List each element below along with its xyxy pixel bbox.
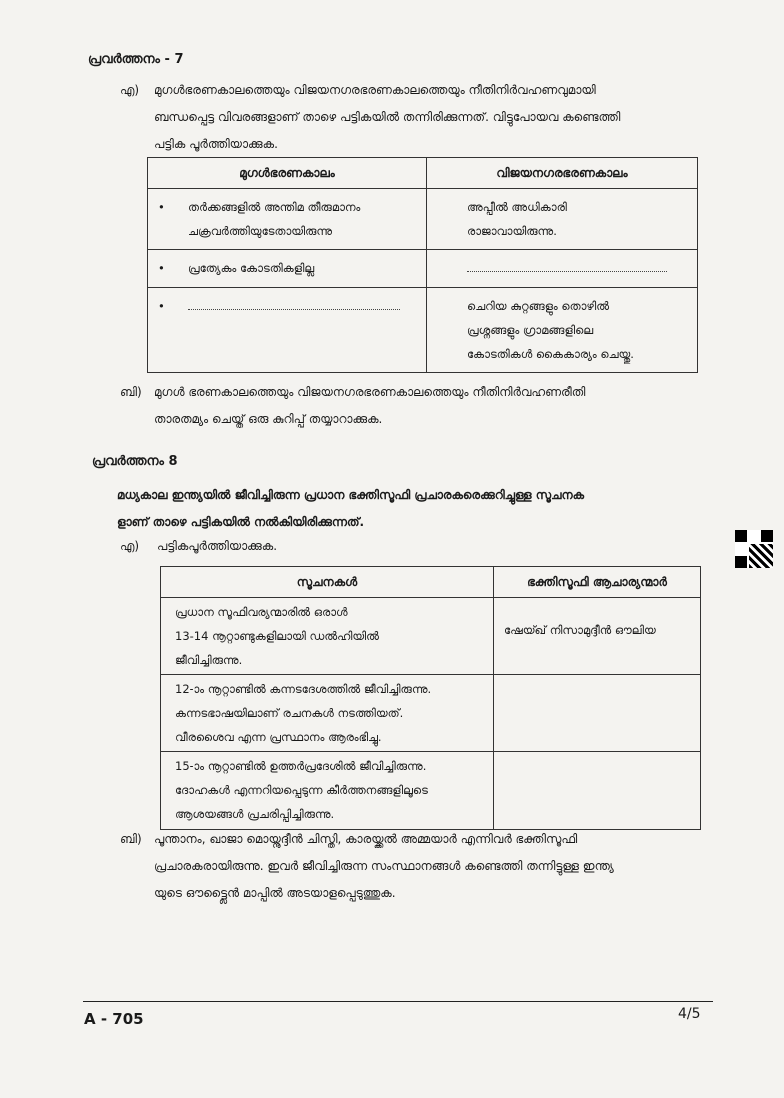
table-cell-text: പ്രശ്നങ്ങളും ഗ്രാമങ്ങളിലെ [467, 323, 594, 337]
activity8-intro [117, 482, 737, 536]
bullet: • [158, 200, 165, 214]
table-cell-text: വീരശൈവ എന്ന പ്രസ്ഥാനം ആരംഭിച്ചു. [175, 730, 382, 744]
activity8-a-text: പട്ടികപൂർത്തിയാക്കുക. [156, 539, 278, 553]
part-a-marker: എ) [120, 539, 140, 553]
table-row [161, 752, 701, 830]
activity8-part-a [120, 533, 277, 560]
activity7-table [147, 157, 698, 373]
table-row [148, 189, 698, 250]
activity7-a-line3: പട്ടിക പൂർത്തിയാക്കുക. [154, 137, 278, 151]
table-cell-text: പ്രധാന സൂഫിവര്യന്മാരിൽ ഒരാൾ [175, 605, 348, 619]
part-a-marker: എ) [120, 83, 140, 97]
activity8-part-b [120, 826, 740, 907]
table-header-saints: ഭക്തിസൂഫി ആചാര്യന്മാർ [494, 567, 701, 598]
activity8-title: പ്രവർത്തനം 8 [92, 454, 178, 469]
activity8-intro-line1: മധ്യകാല ഇന്ത്യയിൽ ജീവിച്ചിരുന്ന പ്രധാന ഭക്തിസൂഫി പ്രചാരകരെക്കുറിച്ചുള്ള സൂചനക [117, 488, 585, 502]
answer-blank [467, 271, 667, 272]
table-cell-text: കന്നടഭാഷയിലാണ് രചനകൾ നടത്തിയത്. [175, 706, 404, 720]
table-cell-text: അപ്പീൽ അധികാരി [467, 200, 567, 214]
table-cell-text: ചക്രവർത്തിയുടേതായിരുന്നു [188, 224, 333, 238]
activity7-b-line1: മുഗൾ ഭരണകാലത്തെയും വിജയനഗരഭരണകാലത്തെയും നീതിനിർവഹണരീതി [154, 385, 586, 399]
table-row [148, 288, 698, 373]
qr-code [735, 530, 773, 568]
table-cell-text: 13-14 നൂറ്റാണ്ടുകളിലായി ഡൽഹിയിൽ [175, 629, 379, 643]
activity8-b-line3: യുടെ ഔട്ട്ലൈൻ മാപ്പിൽ അടയാളപ്പെടുത്തുക. [154, 886, 396, 900]
table-cell-text: ആശയങ്ങൾ പ്രചരിപ്പിച്ചിരുന്നു. [175, 807, 335, 821]
part-b-marker: ബി) [120, 832, 142, 846]
table-cell-text: ചെറിയ കുറ്റങ്ങളും തൊഴിൽ [467, 299, 610, 313]
activity8-intro-line2: ളാണ് താഴെ പട്ടികയിൽ നൽകിയിരിക്കുന്നത്. [117, 515, 365, 529]
table-cell-text: തർക്കങ്ങളിൽ അന്തിമ തീരുമാനം [188, 200, 361, 214]
part-b-marker: ബി) [120, 385, 142, 399]
footer-divider [83, 1001, 713, 1002]
table-cell-text: ദോഹകൾ എന്നറിയപ്പെടുന്ന കീർത്തനങ്ങളിലൂടെ [175, 783, 428, 797]
table-cell-text: രാജാവായിരുന്നു. [467, 224, 557, 238]
table-cell-text: കോടതികൾ കൈകാര്യം ചെയ്തു. [467, 347, 634, 361]
activity7-a-line2: ബന്ധപ്പെട്ട വിവരങ്ങളാണ് താഴെ പട്ടികയിൽ തന്നിരിക്കുന്നത്. വിട്ടുപോയവ കണ്ടെത്തി [154, 110, 621, 124]
footer-code: A - 705 [84, 1010, 144, 1028]
activity8-b-line1: പൂന്താനം, ഖാജാ മൊയ്നുദ്ദീൻ ചിസ്തി, കാരയ്ക്കൽ അമ്മയാർ എന്നിവർ ഭക്തിസൂഫി [154, 832, 578, 846]
page-number: 4/5 [678, 1006, 701, 1022]
activity7-part-a [120, 77, 720, 158]
activity8-b-line2: പ്രചാരകരായിരുന്നു. ഇവർ ജീവിച്ചിരുന്ന സംസ്ഥാനങ്ങൾ കണ്ടെത്തി തന്നിട്ടുള്ള ഇന്ത്യ [154, 859, 614, 873]
table-cell-text: ഷേയ്ഖ് നിസാമുദ്ദീൻ ഔലിയ [504, 623, 656, 637]
bullet: • [158, 299, 165, 313]
activity7-title: പ്രവർത്തനം - 7 [88, 52, 184, 67]
table-row [161, 598, 701, 675]
table-cell-text: 15-ാം നൂറ്റാണ്ടിൽ ഉത്തർപ്രദേശിൽ ജീവിച്ചിരുന്നു. [175, 759, 427, 773]
answer-blank [188, 309, 400, 310]
activity7-part-b [120, 379, 720, 433]
table-cell-text: പ്രത്യേകം കോടതികളില്ല [188, 261, 315, 275]
bullet: • [158, 261, 165, 275]
table-cell-text: ജീവിച്ചിരുന്നു. [175, 653, 243, 667]
activity8-table [160, 566, 701, 830]
table-cell-text: 12-ാം നൂറ്റാണ്ടിൽ കന്നടദേശത്തിൽ ജീവിച്ചിരുന്നു. [175, 682, 432, 696]
table-row [148, 250, 698, 288]
table-header-mughal: മുഗൾഭരണകാലം [148, 158, 427, 189]
activity7-a-line1: മുഗൾഭരണകാലത്തെയും വിജയനഗരഭരണകാലത്തെയും നീതിനിർവഹണവുമായി [154, 83, 596, 97]
table-header-vijayanagara: വിജയനഗരഭരണകാലം [427, 158, 698, 189]
table-row [161, 675, 701, 752]
activity7-b-line2: താരതമ്യം ചെയ്ത് ഒരു കുറിപ്പ് തയ്യാറാക്കുക. [154, 412, 383, 426]
table-header-hints: സൂചനകൾ [161, 567, 494, 598]
